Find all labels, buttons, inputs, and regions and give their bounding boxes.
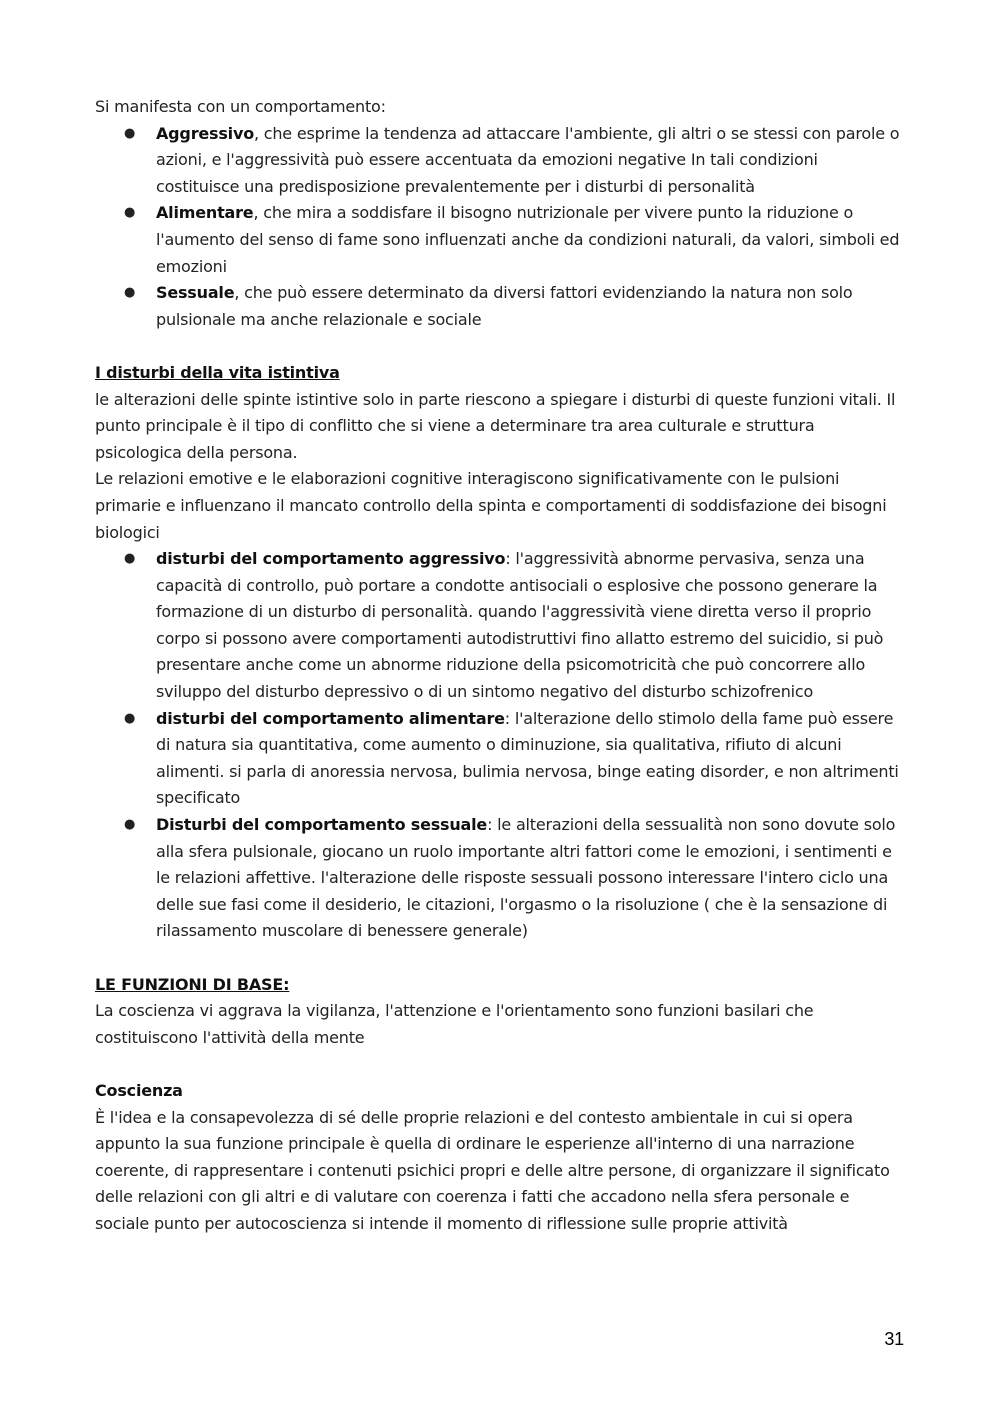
list-item — [124, 546, 905, 706]
list-item — [124, 280, 905, 333]
list-item-text: : le alterazioni della sessualità non sono dovute solo alla sfera pulsionale, giocano un ruolo importante altri fattori come le emozioni, i sentimenti e le relazioni affettive. l'alterazione delle risposte sessuali possono interessare l'intero ciclo una delle sue fasi come il desiderio, le citazioni, l'orgasmo o la risoluzione ( che è la sensazione di rilassamento muscolare di benessere generale) — [156, 815, 896, 941]
term-alimentare: Alimentare — [156, 203, 254, 223]
disorder-list — [95, 546, 905, 945]
bullet-icon: ● — [124, 125, 136, 141]
bullet-icon: ● — [124, 817, 136, 833]
list-item-text: , che esprime la tendenza ad attaccare l'ambiente, gli altri o se stessi con parole o azioni, e l'aggressività può essere accentuata da emozioni negative In tali condizioni costituisce una predisposizione prevalentemente per i disturbi di personalità — [156, 123, 900, 196]
list-item — [124, 200, 905, 280]
term-aggressivo-disorder: disturbi del comportamento aggressivo — [156, 549, 506, 569]
list-item-text: , che può essere determinato da diversi fattori evidenziando la natura non solo pulsionale ma anche relazionale e sociale — [156, 283, 853, 329]
term-sessuale: Sessuale — [156, 283, 235, 303]
section-heading-coscienza: Coscienza — [95, 1080, 183, 1100]
section-paragraph: La coscienza vi aggrava la vigilanza, l'attenzione e l'orientamento sono funzioni basilari che costituiscono l'attività della mente — [95, 1001, 814, 1047]
term-aggressivo: Aggressivo — [156, 123, 254, 143]
behavior-list — [95, 121, 905, 334]
section-paragraph: le alterazioni delle spinte istintive solo in parte riescono a spiegare i disturbi di queste funzioni vitali. Il punto principale è il tipo di conflitto che si viene a determinare tra area culturale e struttura psicologica della persona. — [95, 389, 896, 462]
bullet-icon: ● — [124, 285, 136, 301]
section-paragraph: Le relazioni emotive e le elaborazioni cognitive interagiscono significativamente con le pulsioni primarie e influenzano il mancato controllo della spinta e comportamenti di soddisfazione dei bisogni biologici — [95, 469, 887, 542]
list-item-text: : l'aggressività abnorme pervasiva, senza una capacità di controllo, può portare a condotte antisociali o esplosive che possono generare la formazione di un disturbo di personalità. quando l'aggressività viene diretta verso il proprio corpo si possono avere comportamenti autodistruttivi fino allatto estremo del suicidio, si può presentare anche come un abnorme riduzione della psicomotricità che può concorrere allo sviluppo del disturbo depressivo o di un sintomo negativo del disturbo schizofrenico — [156, 549, 884, 702]
list-item-text: , che mira a soddisfare il bisogno nutrizionale per vivere punto la riduzione o l'aumento del senso di fame sono influenzati anche da condizioni naturali, da valori, simboli ed emozioni — [156, 203, 900, 276]
bullet-icon: ● — [124, 551, 136, 567]
intro-text: Si manifesta con un comportamento: — [95, 97, 386, 116]
list-item-text: : l'alterazione dello stimolo della fame può essere di natura sia quantitativa, come aumento o diminuzione, sia qualitativa, rifiuto di alcuni alimenti. si parla di anoressia nervosa, bulimia nervosa, binge eating disorder, e non altrimenti specificato — [156, 708, 899, 808]
term-alimentare-disorder: disturbi del comportamento alimentare — [156, 708, 505, 728]
list-item — [124, 121, 905, 201]
section-heading-funzioni: LE FUNZIONI DI BASE: — [95, 974, 290, 994]
list-item — [124, 812, 905, 945]
list-item — [124, 706, 905, 812]
bullet-icon: ● — [124, 710, 136, 726]
page-number: 31 — [884, 1329, 904, 1349]
section-heading-disturbi: I disturbi della vita istintiva — [95, 362, 340, 382]
section-paragraph: È l'idea e la consapevolezza di sé delle proprie relazioni e del contesto ambientale in cui si opera appunto la sua funzione principale è quella di ordinare le esperienze all'interno di una narrazione coerente, di rappresentare i contenuti psichici propri e delle altre persone, di organizzare il significato delle relazioni con gli altri e di valutare con coerenza i fatti che accadono nella sfera personale e sociale punto per autocoscienza si intende il momento di riflessione sulle proprie attività — [95, 1107, 890, 1233]
bullet-icon: ● — [124, 205, 136, 221]
term-sessuale-disorder: Disturbi del comportamento sessuale — [156, 815, 488, 835]
